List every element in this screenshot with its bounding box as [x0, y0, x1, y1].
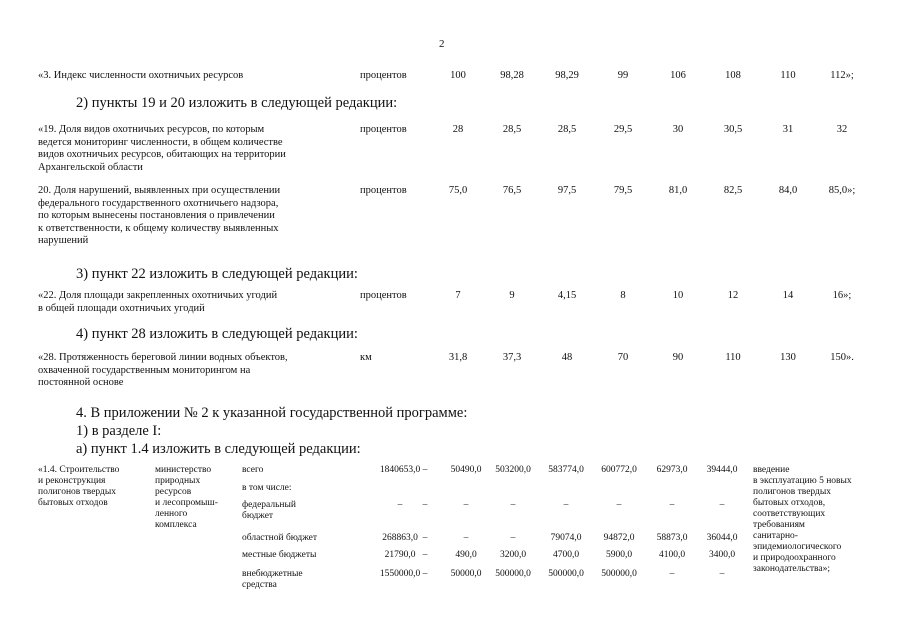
indicator-value: 112»;: [830, 70, 854, 81]
indicator-value: 97,5: [557, 185, 577, 196]
funding-value: –: [422, 550, 428, 560]
indicator-value: 10: [672, 290, 684, 301]
funding-value: 3400,0: [708, 550, 736, 560]
funding-source-line: внебюджетные: [242, 569, 303, 579]
funding-value: 500000,0: [548, 569, 584, 579]
funding-source: [242, 483, 292, 494]
indicator-value: 37,3: [502, 352, 522, 363]
indicator-label-line: федерального государственного охотничьего надзора,: [38, 197, 279, 209]
indicator-label-line: нарушений: [38, 235, 89, 246]
indicator-value: 90: [672, 352, 684, 363]
funding-value: –: [719, 569, 725, 579]
funding-source: [242, 550, 316, 561]
indicator-value: 30,5: [723, 124, 743, 135]
funding-value: 94872,0: [603, 533, 635, 543]
funding-value: 4100,0: [658, 550, 686, 560]
funding-value: –: [463, 533, 469, 543]
indicator-value: 98,28: [500, 70, 524, 81]
indicator-value: 84,0: [778, 185, 798, 196]
indicator-value: 108: [725, 70, 741, 81]
indicator-unit: км: [360, 352, 372, 363]
indicator-value: 48: [561, 352, 573, 363]
indicator-value: 70: [617, 352, 629, 363]
funding-value: 1550000,0: [379, 569, 421, 579]
indicator-value: 110: [780, 70, 796, 81]
indicator-value: 81,0: [668, 185, 688, 196]
section-heading: 4) пункт 28 изложить в следующей редакции:: [76, 326, 358, 342]
indicator-label: [38, 185, 280, 248]
program-item-result: [753, 465, 852, 575]
funding-source-line: всего: [242, 465, 264, 475]
funding-value: 4700,0: [552, 550, 580, 560]
indicator-label-line: к ответственности, к общему количеству выявленных: [38, 222, 279, 234]
indicator-value: 7: [455, 290, 461, 301]
funding-value: –: [422, 500, 428, 510]
indicator-label-line: 20. Доля нарушений, выявленных при осуществлении: [38, 185, 281, 196]
indicator-label-line: по которым вынесены постановления о привлечении: [38, 210, 275, 221]
indicator-label-line: «3. Индекс численности охотничьих ресурсов: [38, 70, 244, 81]
indicator-value: 150».: [830, 352, 854, 363]
program-item-executor-line: министерство: [155, 465, 212, 475]
funding-value: –: [510, 500, 516, 510]
program-item-result-line: бытовых отходов,: [753, 498, 826, 508]
program-item-result-line: в эксплуатацию 5 новых: [753, 476, 852, 486]
indicator-value: 85,0»;: [828, 185, 856, 196]
indicator-value: 28: [452, 124, 464, 135]
section-heading: а) пункт 1.4 изложить в следующей редакции:: [76, 441, 361, 457]
funding-value: 21790,0: [384, 550, 416, 560]
indicator-value: 29,5: [613, 124, 633, 135]
indicator-unit: процентов: [360, 70, 407, 81]
funding-value: –: [669, 500, 675, 510]
funding-value: –: [669, 569, 675, 579]
program-item-name-line: полигонов твердых: [38, 487, 117, 497]
program-item-result-line: полигонов твердых: [753, 487, 832, 497]
funding-value: 50490,0: [450, 465, 482, 475]
funding-value: 1840653,0: [379, 465, 421, 475]
indicator-value: 99: [617, 70, 629, 81]
funding-value: 500000,0: [495, 569, 531, 579]
program-item-result-line: эпидемиологического: [753, 542, 842, 552]
section-heading: 2) пункты 19 и 20 изложить в следующей редакции:: [76, 95, 398, 111]
funding-source: [242, 533, 317, 544]
funding-value: –: [422, 465, 428, 475]
funding-source-line: в том числе:: [242, 483, 292, 493]
funding-source: [242, 465, 263, 476]
funding-value: 50000,0: [450, 569, 482, 579]
funding-value: –: [463, 500, 469, 510]
funding-value: 490,0: [455, 550, 477, 560]
funding-value: 79074,0: [550, 533, 582, 543]
funding-value: 5900,0: [605, 550, 633, 560]
funding-value: –: [616, 500, 622, 510]
funding-value: –: [397, 500, 403, 510]
section-heading: 1) в разделе I:: [76, 423, 162, 439]
funding-source-line: местные бюджеты: [242, 550, 317, 560]
funding-value: 503200,0: [495, 465, 531, 475]
program-item-executor-line: природных: [155, 476, 201, 486]
indicator-value: 14: [782, 290, 794, 301]
funding-value: 39444,0: [706, 465, 738, 475]
program-item-executor-line: ленного: [155, 509, 188, 519]
indicator-value: 110: [725, 352, 741, 363]
program-item-executor: [155, 465, 218, 531]
indicator-unit: процентов: [360, 124, 407, 135]
program-item-result-line: соответствующих: [753, 509, 826, 519]
indicator-value: 130: [780, 352, 796, 363]
indicator-label-line: в общей площади охотничьих угодий: [38, 302, 205, 314]
indicator-value: 75,0: [448, 185, 468, 196]
indicator-value: 12: [727, 290, 739, 301]
indicator-label-line: охваченной государственным мониторингом на: [38, 364, 251, 376]
indicator-value: 100: [450, 70, 466, 81]
program-item-executor-line: комплекса: [155, 520, 197, 530]
funding-source: [242, 500, 296, 522]
program-item-name-line: бытовых отходов: [38, 498, 108, 508]
indicator-label: [38, 124, 286, 174]
funding-value: –: [510, 533, 516, 543]
funding-value: 36044,0: [706, 533, 738, 543]
indicator-label-line: ведется мониторинг численности, в общем количестве: [38, 136, 283, 148]
funding-value: –: [719, 500, 725, 510]
indicator-unit: процентов: [360, 290, 407, 301]
funding-source-line: областной бюджет: [242, 533, 318, 543]
indicator-value: 31: [782, 124, 794, 135]
funding-source-line: средства: [242, 580, 277, 590]
funding-value: 3200,0: [499, 550, 527, 560]
funding-value: 268863,0: [382, 533, 418, 543]
program-item-name-line: и реконструкция: [38, 476, 106, 486]
program-item-result-line: и природоохранного: [753, 553, 836, 563]
funding-value: –: [422, 569, 428, 579]
indicator-label-line: «28. Протяженность береговой линии водных объектов,: [38, 352, 288, 363]
section-heading: 3) пункт 22 изложить в следующей редакции:: [76, 266, 358, 282]
indicator-value: 76,5: [502, 185, 522, 196]
program-item-name: [38, 465, 119, 509]
program-item-name-line: «1.4. Строительство: [38, 465, 120, 475]
funding-source-line: бюджет: [242, 511, 274, 521]
indicator-label-line: «19. Доля видов охотничьих ресурсов, по которым: [38, 124, 265, 135]
funding-value: –: [422, 533, 428, 543]
indicator-label-line: видов охотничьих ресурсов, обитающих на территории: [38, 149, 286, 160]
indicator-value: 4,15: [557, 290, 577, 301]
funding-source: [242, 569, 303, 591]
indicator-value: 82,5: [723, 185, 743, 196]
section-heading: 4. В приложении № 2 к указанной государственной программе:: [76, 405, 468, 421]
funding-value: 500000,0: [601, 569, 637, 579]
indicator-unit: процентов: [360, 185, 407, 196]
indicator-value: 28,5: [557, 124, 577, 135]
page-number: 2: [439, 38, 445, 50]
indicator-value: 30: [672, 124, 684, 135]
indicator-value: 16»;: [832, 290, 852, 301]
indicator-value: 9: [509, 290, 515, 301]
funding-value: 600772,0: [601, 465, 637, 475]
indicator-value: 32: [836, 124, 848, 135]
program-item-result-line: требованиям: [753, 520, 805, 530]
program-item-result-line: законодательства»;: [753, 564, 830, 574]
indicator-label-line: постоянной основе: [38, 377, 124, 388]
funding-value: 58873,0: [656, 533, 688, 543]
indicator-value: 98,29: [555, 70, 579, 81]
indicator-label-line: Архангельской области: [38, 161, 143, 173]
program-item-result-line: санитарно-: [753, 531, 798, 541]
program-item-result-line: введение: [753, 465, 790, 475]
indicator-label: [38, 290, 277, 315]
indicator-label: [38, 70, 243, 83]
funding-value: 583774,0: [548, 465, 584, 475]
program-item-executor-line: ресурсов: [155, 487, 192, 497]
indicator-value: 106: [670, 70, 686, 81]
funding-value: 62973,0: [656, 465, 688, 475]
indicator-value: 8: [620, 290, 626, 301]
indicator-label-line: «22. Доля площади закрепленных охотничьих угодий: [38, 290, 278, 301]
indicator-value: 31,8: [448, 352, 468, 363]
funding-value: –: [563, 500, 569, 510]
program-item-executor-line: и лесопромыш-: [155, 498, 218, 508]
indicator-label: [38, 352, 288, 390]
indicator-value: 28,5: [502, 124, 522, 135]
indicator-value: 79,5: [613, 185, 633, 196]
funding-source-line: федеральный: [242, 500, 296, 510]
